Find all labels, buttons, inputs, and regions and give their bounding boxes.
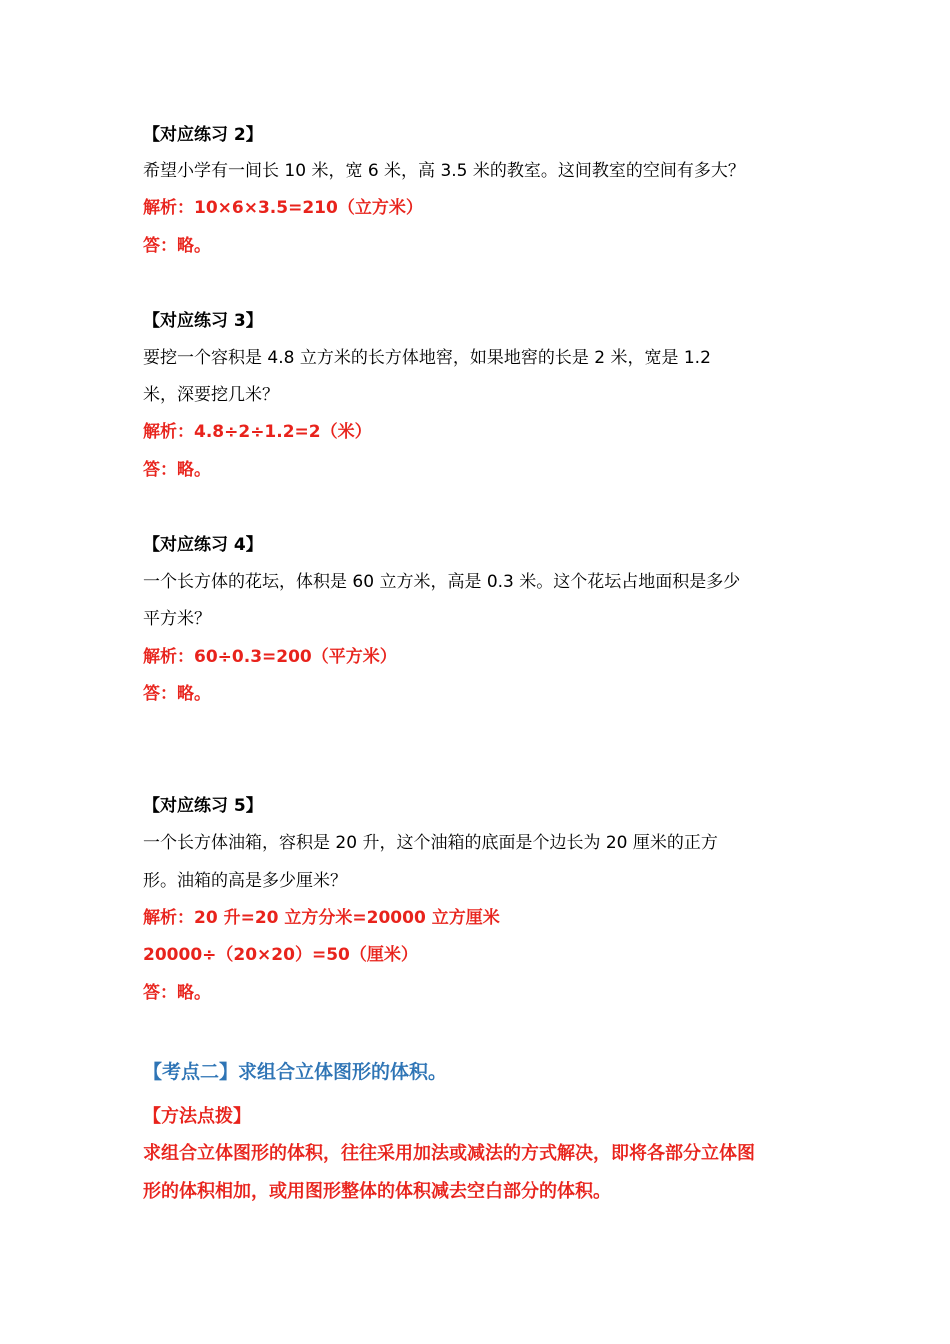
exercise-title: 【对应练习 5】 xyxy=(143,796,263,816)
exercise-title: 【对应练习 2】 xyxy=(143,125,263,145)
question-text: 要挖一个容积是 4.8 立方米的长方体地窖，如果地窖的长是 2 米，宽是 1.2 xyxy=(143,348,711,368)
question-text: 米，深要挖几米？ xyxy=(143,385,279,405)
solution-text: 解析：20 升=20 立方分米=20000 立方厘米 xyxy=(143,908,500,928)
solution-text: 解析：4.8÷2÷1.2=2（米） xyxy=(143,422,372,442)
solution-text: 解析：60÷0.3=200（平方米） xyxy=(143,647,397,667)
solution-text: 20000÷（20×20）=50（厘米） xyxy=(143,945,418,965)
method-text: 形的体积相加，或用图形整体的体积减去空白部分的体积。 xyxy=(143,1181,611,1202)
solution-text: 解析：10×6×3.5=210（立方米） xyxy=(143,198,423,218)
answer-text: 答：略。 xyxy=(143,983,211,1003)
question-text: 形。油箱的高是多少厘米？ xyxy=(143,871,347,891)
question-text: 平方米？ xyxy=(143,609,211,629)
question-text: 希望小学有一间长 10 米，宽 6 米，高 3.5 米的教室。这间教室的空间有多大？ xyxy=(143,161,745,181)
answer-text: 答：略。 xyxy=(143,460,211,480)
answer-text: 答：略。 xyxy=(143,684,211,704)
method-text: 求组合立体图形的体积，往往采用加法或减法的方式解决，即将各部分立体图 xyxy=(143,1143,755,1164)
answer-text: 答：略。 xyxy=(143,236,211,256)
section-heading: 【考点二】求组合立体图形的体积。 xyxy=(143,1061,448,1083)
method-heading: 【方法点拨】 xyxy=(143,1106,251,1127)
question-text: 一个长方体的花坛，体积是 60 立方米，高是 0.3 米。这个花坛占地面积是多少 xyxy=(143,572,741,592)
question-text: 一个长方体油箱，容积是 20 升，这个油箱的底面是个边长为 20 厘米的正方 xyxy=(143,833,718,853)
exercise-title: 【对应练习 3】 xyxy=(143,311,263,331)
exercise-title: 【对应练习 4】 xyxy=(143,535,263,555)
